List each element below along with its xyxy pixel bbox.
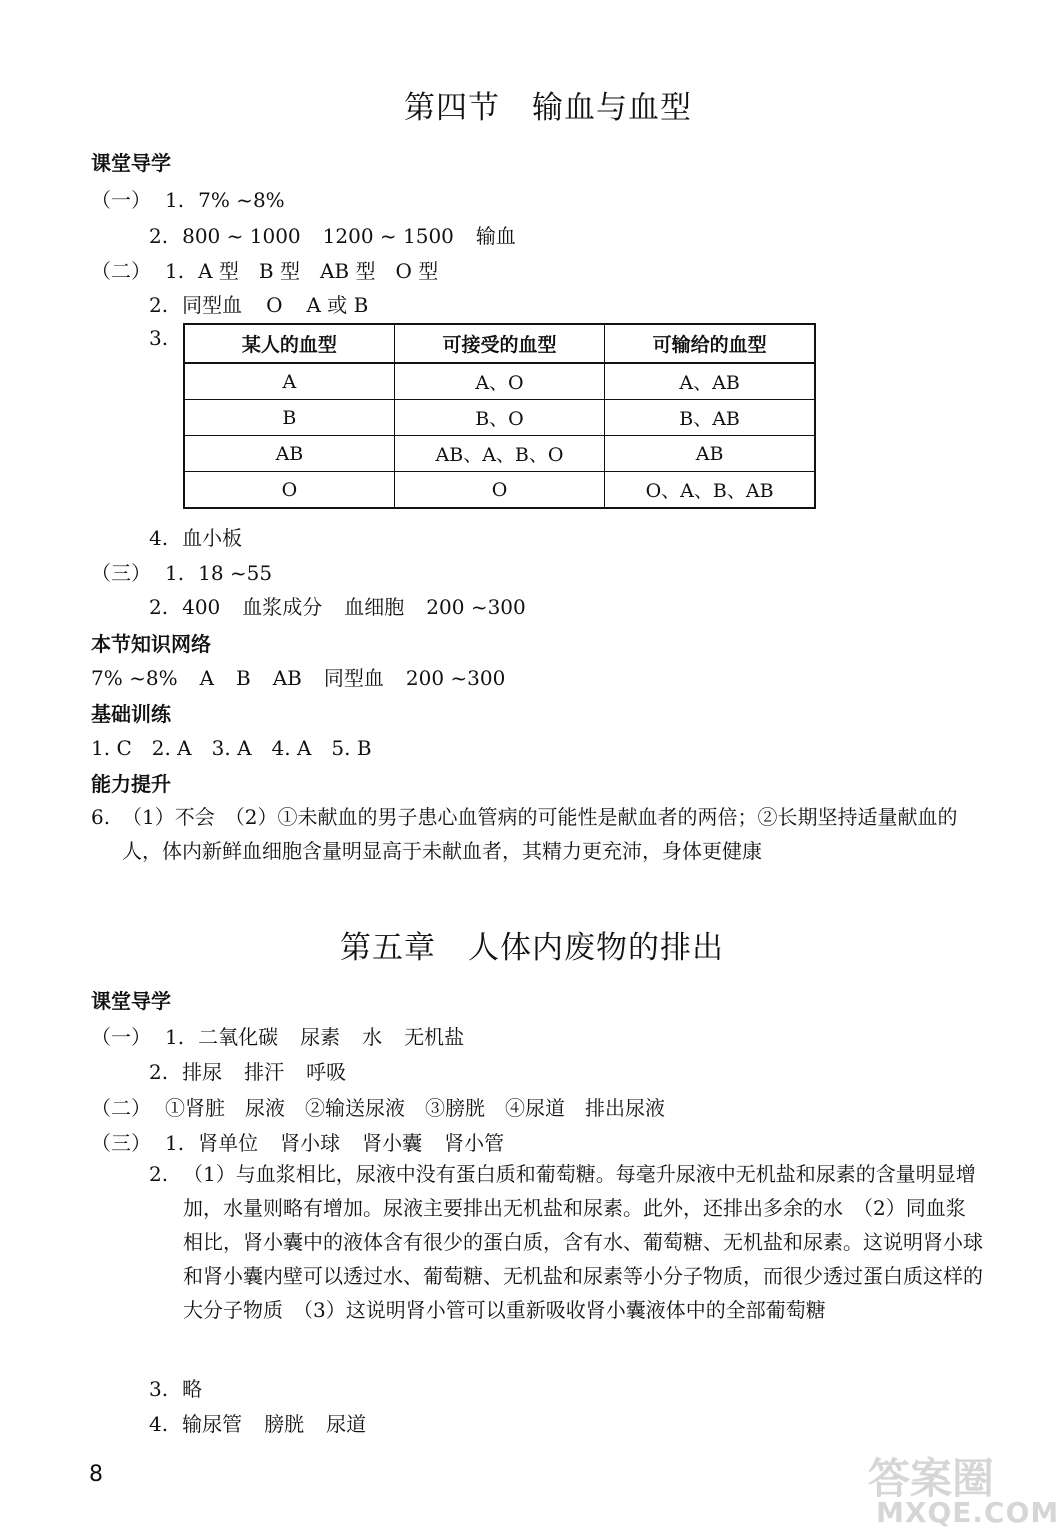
answer-text: 1200 ~ 1500 [322,224,454,248]
s2-group1-line2 [149,1056,346,1085]
table-cell: O [184,472,394,509]
item-number: 4. [149,1412,169,1436]
group1-line1 [91,184,285,213]
group3-line2 [149,591,526,620]
answer-text: ③膀胱 [425,1096,485,1120]
answer-text: 200 ~300 [405,666,506,690]
table-cell: O、A、B、AB [605,472,815,509]
table-cell: A、AB [605,363,815,400]
answer-text: AB 型 [319,259,376,283]
network-line [91,662,505,691]
group2-line3-number: 3. [149,326,169,350]
s2-group3-line2-answer: （1）与血浆相比，尿液中没有蛋白质和葡萄糖。每毫升尿液中无机盐和尿素的含量明显增加，水量则略有增加。尿液主要排出无机盐和尿素。此外，还排出多余的水 （2）同血浆相比，肾小囊中的液体含有很少的蛋白质，含有水、葡萄糖、无机盐和尿素。这说明肾小球和肾小囊内壁可以透过水、葡萄糖、无机盐和尿素等小分子物质，而很少透过蛋白质这样的大分子物质 （3）这说明肾小管可以重新吸收肾小囊液体中的全部葡萄糖 [183,1162,983,1322]
answer-text: 尿素 [300,1025,341,1049]
group-marker: （三） [91,1131,151,1155]
item-number: 3. [149,1377,169,1401]
ketang-heading: 课堂导学 [91,989,171,1013]
group-marker: （二） [91,259,151,283]
answer-text: 排出尿液 [585,1096,665,1120]
item-number: 2. [149,595,169,619]
item-number: 2. [149,1060,169,1084]
answer-text: A [199,666,215,690]
answer-text: 7% ~8% [91,666,178,690]
group2-line4 [149,522,242,551]
answer-text: 400 [182,595,221,619]
nengli-heading: 能力提升 [91,772,171,796]
table-cell: A [184,363,394,400]
table-cell: AB [184,436,394,472]
blood-type-table [183,323,816,509]
table-cell: B、AB [605,400,815,436]
item-number: 4. [149,526,169,550]
answer-text: 200 ~300 [426,595,526,619]
s2-group1-line1 [91,1021,464,1050]
table-cell: AB、A、B、O [394,436,604,472]
answer-text: 二氧化碳 [198,1025,279,1049]
answer-text: 膀胱 [264,1412,305,1436]
answer-text: 血小板 [182,526,243,550]
s2-group3-line4 [149,1408,366,1437]
table-row [184,436,815,472]
answer-text: 尿道 [326,1412,367,1436]
answer-text: 尿液 [245,1096,285,1120]
section-title-blood: 第四节 输血与血型 [404,90,692,126]
group2-line1 [91,255,438,284]
answer-text: 18 ~55 [198,561,273,585]
answer-text: 略 [182,1377,203,1401]
table-cell: B、O [394,400,604,436]
table-header: 可接受的血型 [394,324,604,363]
answer-text: 无机盐 [404,1025,465,1049]
answer-text: AB [272,666,302,690]
answer-text: 排尿 [182,1060,223,1084]
table-cell: O [394,472,604,509]
group-marker: （一） [91,188,151,212]
item-number: 2. [149,224,169,248]
watermark-logo: 答案圈 [868,1454,995,1503]
answer-text: 输尿管 [182,1412,243,1436]
answer-text: B [236,666,251,690]
group-marker: （三） [91,561,151,585]
answer-text: 输血 [475,224,516,248]
answer-text: ④尿道 [505,1096,565,1120]
answer-text: 800 ~ 1000 [182,224,301,248]
answer-text: 同型血 [323,666,384,690]
answer-text: 同型血 [182,293,243,317]
section-title-excretion: 第五章 人体内废物的排出 [340,930,724,966]
table-header: 可输给的血型 [605,324,815,363]
item-number: 1. [165,259,185,283]
table-header-row [184,324,815,363]
table-row [184,472,815,509]
item-number: 1. [165,1025,185,1049]
ketang-heading: 课堂导学 [91,151,171,175]
answer-text: O [266,293,283,317]
table-row [184,363,815,400]
watermark-url: MXQE.COM [876,1496,1059,1529]
page-number: 8 [89,1462,103,1487]
jichu-heading: 基础训练 [91,702,171,726]
group1-line2 [149,220,516,249]
table-cell: B [184,400,394,436]
s2-group2-line [91,1092,665,1121]
answer-text: 排汗 [244,1060,285,1084]
q6-answer: （1）不会 （2）①未献血的男子患心血管病的可能性是献血者的两倍；②长期坚持适量献血的人，体内新鲜血细胞含量明显高于未献血者，其精力更充沛，身体更健康 [122,805,958,863]
network-heading: 本节知识网络 [91,632,211,656]
answer-text: 肾小球 [280,1131,341,1155]
item-number: 1. [165,1131,185,1155]
answer-text: 血浆成分 [242,595,323,619]
table-cell: A、O [394,363,604,400]
s2-group3-line3 [149,1373,202,1402]
group2-line2 [149,289,368,318]
answer-text: A 或 B [306,293,369,317]
item-number: 1. [165,188,185,212]
answer-text: 血细胞 [344,595,405,619]
answer-text: 肾小囊 [362,1131,423,1155]
answer-text: 呼吸 [306,1060,347,1084]
table-header: 某人的血型 [184,324,394,363]
answer-text: 肾单位 [198,1131,259,1155]
answer-text: ①肾脏 [165,1096,225,1120]
answer-text: O 型 [395,259,439,283]
jichu-answers: 1. C 2. A 3. A 4. A 5. B [91,736,372,760]
group-marker: （一） [91,1025,151,1049]
table-row [184,400,815,436]
answer-text: B 型 [258,259,300,283]
item-number: 1. [165,561,185,585]
group-marker: （二） [91,1096,151,1120]
s2-group3-line1 [91,1127,504,1156]
answer-text: 水 [362,1025,383,1049]
q6-number: 6. [91,805,111,829]
answer-text: 7% ~8% [198,188,285,212]
answer-text: ②输送尿液 [305,1096,405,1120]
table-cell: AB [605,436,815,472]
s2-group3-line2-number: 2. [149,1162,169,1186]
item-number: 2. [149,293,169,317]
answer-text: A 型 [198,259,239,283]
group3-line1 [91,557,272,586]
answer-text: 肾小管 [444,1131,505,1155]
